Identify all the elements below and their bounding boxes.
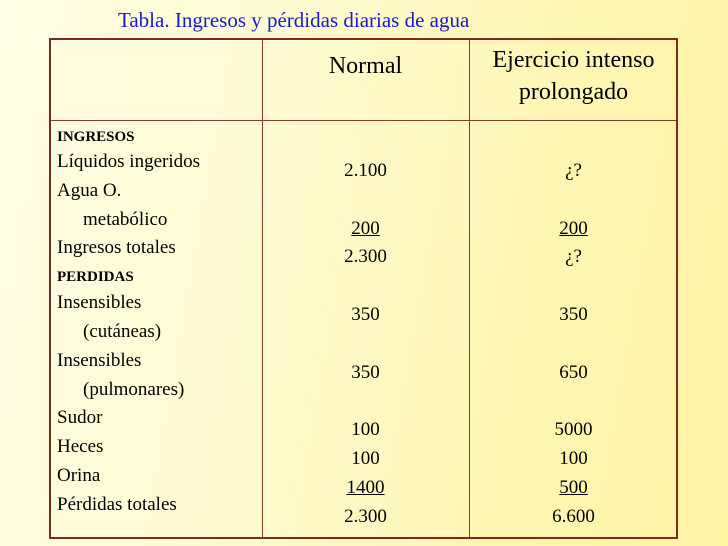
ejercicio-metabolico: 200 xyxy=(559,217,588,239)
normal-column xyxy=(262,157,469,531)
normal-sudor: 100 xyxy=(351,419,380,441)
header-normal: Normal xyxy=(328,53,403,79)
header-ejercicio xyxy=(469,44,678,108)
ejercicio-perdidas-totales: 6.600 xyxy=(552,505,595,527)
ejercicio-liquidos: ¿? xyxy=(565,160,582,181)
normal-metabolico: 200 xyxy=(351,217,380,239)
water-balance-table xyxy=(49,38,678,539)
ejercicio-column xyxy=(469,157,678,531)
normal-liquidos: 2.100 xyxy=(344,160,387,181)
normal-ingresos-totales: 2.300 xyxy=(344,246,387,268)
ejercicio-ingresos-totales: ¿? xyxy=(565,246,582,268)
label-ingresos-totales: Ingresos totales xyxy=(57,237,176,259)
ejercicio-orina: 500 xyxy=(559,476,588,498)
header-divider xyxy=(51,120,676,121)
normal-orina: 1400 xyxy=(346,476,385,498)
label-pulmonares: (pulmonares) xyxy=(83,378,185,400)
normal-perdidas-totales: 2.300 xyxy=(344,505,387,527)
label-orina: Orina xyxy=(57,464,101,486)
ejercicio-pulmonares: 650 xyxy=(559,361,588,383)
normal-heces: 100 xyxy=(351,447,380,469)
label-heces: Heces xyxy=(57,436,104,458)
ejercicio-heces: 100 xyxy=(559,447,588,469)
header-ejercicio-line2: prolongado xyxy=(518,79,629,105)
label-agua-o: Agua O. xyxy=(57,179,122,201)
label-insensibles-1: Insensibles xyxy=(57,292,142,314)
label-column xyxy=(57,124,200,520)
heading-ingresos: INGRESOS xyxy=(57,129,135,145)
label-liquidos: Líquidos ingeridos xyxy=(57,151,201,172)
ejercicio-sudor: 5000 xyxy=(554,419,593,441)
label-cutaneas: (cutáneas) xyxy=(83,320,162,342)
header-ejercicio-line1: Ejercicio intenso xyxy=(492,47,655,73)
normal-pulmonares: 350 xyxy=(351,361,380,383)
normal-cutaneas: 350 xyxy=(351,303,380,325)
ejercicio-cutaneas: 350 xyxy=(559,303,588,325)
heading-perdidas: PERDIDAS xyxy=(57,269,134,286)
label-sudor: Sudor xyxy=(57,407,103,429)
label-metabolico: metabólico xyxy=(83,208,168,230)
label-perdidas-totales: Pérdidas totales xyxy=(57,493,177,515)
label-insensibles-2: Insensibles xyxy=(57,349,142,371)
table-title: Tabla. Ingresos y pérdidas diarias de agua xyxy=(118,8,470,32)
